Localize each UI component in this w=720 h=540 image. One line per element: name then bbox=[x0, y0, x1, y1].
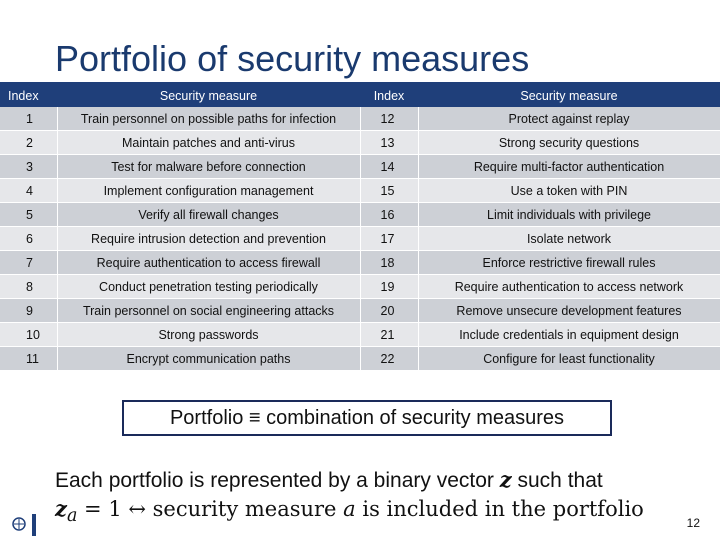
index-cell-right: 14 bbox=[360, 155, 418, 179]
table-body bbox=[0, 107, 720, 371]
table-row bbox=[0, 179, 720, 203]
measure-cell-right: Require multi-factor authentication bbox=[418, 155, 720, 179]
measure-cell-left: Encrypt communication paths bbox=[57, 347, 360, 371]
measure-cell-right: Include credentials in equipment design bbox=[418, 323, 720, 347]
header-measure-1: Security measure bbox=[57, 84, 360, 107]
index-cell-right: 21 bbox=[360, 323, 418, 347]
institution-logo-icon bbox=[10, 510, 44, 538]
index-cell-right: 19 bbox=[360, 275, 418, 299]
security-measures-table bbox=[0, 84, 720, 371]
measure-cell-left: Require intrusion detection and prevention bbox=[57, 227, 360, 251]
index-cell-right: 22 bbox=[360, 347, 418, 371]
index-cell-right: 18 bbox=[360, 251, 418, 275]
note-var-z: z bbox=[499, 467, 512, 492]
index-cell-left: 2 bbox=[0, 131, 57, 155]
index-cell-right: 15 bbox=[360, 179, 418, 203]
measure-cell-right: Enforce restrictive firewall rules bbox=[418, 251, 720, 275]
measure-cell-right: Protect against replay bbox=[418, 107, 720, 131]
table-header-row bbox=[0, 84, 720, 107]
measure-cell-right: Configure for least functionality bbox=[418, 347, 720, 371]
index-cell-left: 8 bbox=[0, 275, 57, 299]
note-line-2-suffix: is included in the portfolio bbox=[355, 497, 644, 521]
measure-cell-left: Conduct penetration testing periodically bbox=[57, 275, 360, 299]
index-cell-left: 3 bbox=[0, 155, 57, 179]
index-cell-left: 7 bbox=[0, 251, 57, 275]
note-line-1-prefix: Each portfolio is represented by a binary vector bbox=[55, 469, 500, 492]
index-cell-left: 5 bbox=[0, 203, 57, 227]
measure-cell-right: Remove unsecure development features bbox=[418, 299, 720, 323]
note-equation: = 1 ↔ security measure bbox=[77, 497, 344, 521]
measure-cell-right: Limit individuals with privilege bbox=[418, 203, 720, 227]
measure-cell-right: Use a token with PIN bbox=[418, 179, 720, 203]
table-row bbox=[0, 299, 720, 323]
table-row bbox=[0, 107, 720, 131]
measure-cell-left: Implement configuration management bbox=[57, 179, 360, 203]
portfolio-definition-box: Portfolio ≡ combination of security measures bbox=[122, 400, 612, 436]
table-row bbox=[0, 155, 720, 179]
measure-cell-left: Require authentication to access firewall bbox=[57, 251, 360, 275]
note-line-1 bbox=[55, 466, 644, 495]
note-line-2 bbox=[55, 495, 644, 530]
page-number: 12 bbox=[686, 516, 700, 530]
table-row bbox=[0, 131, 720, 155]
index-cell-left: 6 bbox=[0, 227, 57, 251]
index-cell-left: 9 bbox=[0, 299, 57, 323]
table-row bbox=[0, 275, 720, 299]
measure-cell-left: Train personnel on possible paths for infection bbox=[57, 107, 360, 131]
note-var-z-a: z bbox=[55, 496, 67, 521]
note-subscript-a: a bbox=[66, 506, 78, 527]
table-row bbox=[0, 227, 720, 251]
table-row bbox=[0, 347, 720, 371]
measure-cell-right: Require authentication to access network bbox=[418, 275, 720, 299]
index-cell-left: 11 bbox=[0, 347, 57, 371]
index-cell-left: 1 bbox=[0, 107, 57, 131]
note-line-1-suffix: such that bbox=[511, 469, 603, 492]
portfolio-note bbox=[55, 466, 644, 530]
index-cell-right: 17 bbox=[360, 227, 418, 251]
measure-cell-right: Strong security questions bbox=[418, 131, 720, 155]
measure-cell-left: Test for malware before connection bbox=[57, 155, 360, 179]
measure-cell-left: Train personnel on social engineering attacks bbox=[57, 299, 360, 323]
table-row bbox=[0, 203, 720, 227]
index-cell-right: 16 bbox=[360, 203, 418, 227]
measure-cell-right: Isolate network bbox=[418, 227, 720, 251]
header-index-2: Index bbox=[360, 84, 418, 107]
note-var-a: a bbox=[343, 497, 356, 521]
measure-cell-left: Verify all firewall changes bbox=[57, 203, 360, 227]
index-cell-right: 13 bbox=[360, 131, 418, 155]
table-row bbox=[0, 251, 720, 275]
slide-title: Portfolio of security measures bbox=[55, 38, 530, 79]
index-cell-left: 4 bbox=[0, 179, 57, 203]
header-measure-2: Security measure bbox=[418, 84, 720, 107]
index-cell-left: 10 bbox=[0, 323, 57, 347]
table-row bbox=[0, 323, 720, 347]
header-index-1: Index bbox=[0, 84, 57, 107]
measure-cell-left: Strong passwords bbox=[57, 323, 360, 347]
index-cell-right: 20 bbox=[360, 299, 418, 323]
measure-cell-left: Maintain patches and anti-virus bbox=[57, 131, 360, 155]
index-cell-right: 12 bbox=[360, 107, 418, 131]
